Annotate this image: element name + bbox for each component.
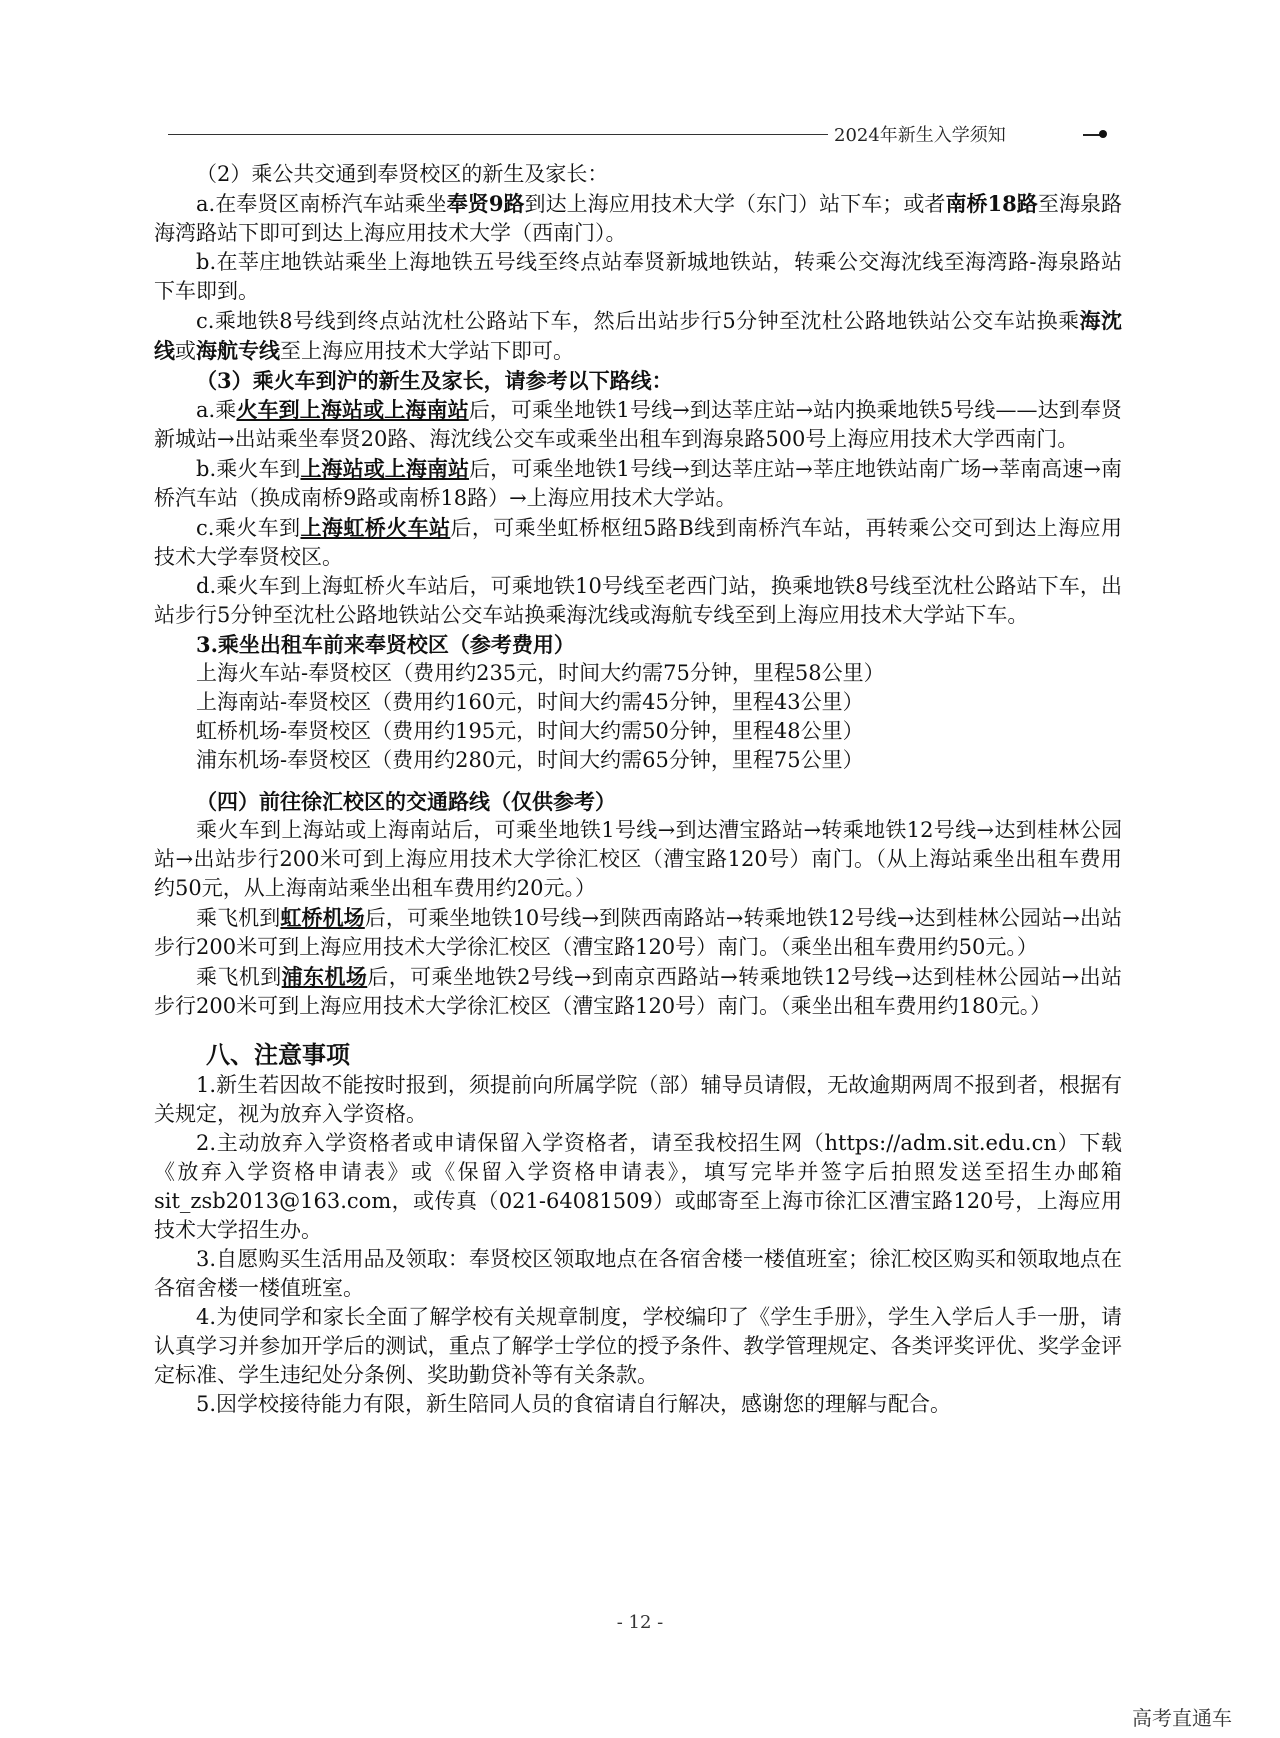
xuhui-p2: 乘飞机到虹桥机场后，可乘坐地铁10号线→到陕西南路站→转乘地铁12号线→达到桂林公园站→出站步行200米可到上海应用技术大学徐汇校区（漕宝路120号）南门。（乘坐出租车费用约50元。） <box>154 905 1123 959</box>
sec3-heading: （3）乘火车到沪的新生及家长，请参考以下路线： <box>196 368 673 393</box>
taxi-row: 虹桥机场-奉贤校区（费用约195元，时间大约需50分钟，里程48公里） <box>196 719 864 743</box>
notes-item: 2.主动放弃入学资格者或申请保留入学资格者，请至我校招生网（https://adm.sit.edu.cn）下载《放弃入学资格申请表》或《保留入学资格申请表》，填写完毕并签字后拍照发送至招生办邮箱sit_zsb2013@163.com，或传真（021-64081509）或邮寄至上海市徐汇区漕宝路120号，上海应用技术大学招生办。 <box>154 1131 1122 1242</box>
notes-title: 八、注意事项 <box>206 1040 350 1069</box>
notes-item: 1.新生若因故不能按时报到，须提前向所属学院（部）辅导员请假，无故逾期两周不报到者，根据有关规定，视为放弃入学资格。 <box>154 1073 1122 1126</box>
sec3-c: c.乘火车到上海虹桥火车站后，可乘坐虹桥枢纽5路B线到南桥汽车站，再转乘公交可到达上海应用技术大学奉贤校区。 <box>154 515 1123 569</box>
sec2-heading: （2）乘公共交通到奉贤校区的新生及家长： <box>196 162 609 186</box>
header-title: 2024年新生入学须知 <box>834 125 1006 146</box>
xuhui-p1: 乘火车到上海站或上海南站后，可乘坐地铁1号线→到达漕宝路站→转乘地铁12号线→达到桂林公园站→出站步行200米可到上海应用技术大学徐汇校区（漕宝路120号）南门。（从上海站乘坐出租车费用约50元，从上海南站乘坐出租车费用约20元。） <box>154 818 1122 900</box>
taxi-heading: 3.乘坐出租车前来奉贤校区（参考费用） <box>196 632 575 657</box>
taxi-row: 浦东机场-奉贤校区（费用约280元，时间大约需65分钟，里程75公里） <box>196 748 864 772</box>
sec2-b: b.在莘庄地铁站乘坐上海地铁五号线至终点站奉贤新城地铁站，转乘公交海沈线至海湾路-海泉路站下车即到。 <box>154 250 1122 303</box>
xuhui-p3: 乘飞机到浦东机场后，可乘坐地铁2号线→到南京西路站→转乘地铁12号线→达到桂林公园站→出站步行200米可到上海应用技术大学徐汇校区（漕宝路120号）南门。（乘坐出租车费用约180元。） <box>154 964 1123 1018</box>
page-header <box>168 118 1108 148</box>
taxi-row: 上海南站-奉贤校区（费用约160元，时间大约需45分钟，里程43公里） <box>196 690 864 714</box>
notes-item: 5.因学校接待能力有限，新生陪同人员的食宿请自行解决，感谢您的理解与配合。 <box>196 1392 952 1416</box>
header-dot-icon <box>1099 130 1107 138</box>
sec3-d: d.乘火车到上海虹桥火车站后，可乘地铁10号线至老西门站，换乘地铁8号线至沈杜公路站下车，出站步行5分钟至沈杜公路地铁站公交车站换乘海沈线或海航专线至到上海应用技术大学站下车。 <box>154 574 1122 627</box>
watermark-text: 高考直通车 <box>1132 1706 1232 1730</box>
sec3-b: b.乘火车到上海站或上海南站后，可乘坐地铁1号线→到达莘庄站→莘庄地铁站南广场→莘南高速→南桥汽车站（换成南桥9路或南桥18路）→上海应用技术大学站。 <box>154 456 1123 510</box>
header-rule-left <box>168 134 828 135</box>
page-number: - 12 - <box>616 1612 664 1633</box>
notes-item: 4.为使同学和家长全面了解学校有关规章制度，学校编印了《学生手册》，学生入学后人手一册，请认真学习并参加开学后的测试，重点了解学士学位的授予条件、教学管理规定、各类评奖评优、奖学金评定标准、学生违纪处分条例、奖助勤贷补等有关条款。 <box>154 1305 1122 1387</box>
sec3-a: a.乘火车到上海站或上海南站后，可乘坐地铁1号线→到达莘庄站→站内换乘地铁5号线——达到奉贤新城站→出站乘坐奉贤20路、海沈线公交车或乘坐出租车到海泉路500号上海应用技术大学西南门。 <box>154 397 1122 451</box>
document-body <box>154 160 1122 1419</box>
taxi-row: 上海火车站-奉贤校区（费用约235元，时间大约需75分钟，里程58公里） <box>196 661 885 685</box>
sec2-c: c.乘地铁8号线到终点站沈杜公路站下车，然后出站步行5分钟至沈杜公路地铁站公交车站换乘海沈线或海航专线至上海应用技术大学站下即可。 <box>154 308 1123 363</box>
sec2-a: a.在奉贤区南桥汽车站乘坐奉贤9路到达上海应用技术大学（东门）站下车；或者南桥18路至海泉路海湾路站下即可到达上海应用技术大学（西南门）。 <box>154 191 1122 245</box>
notes-item: 3.自愿购买生活用品及领取：奉贤校区领取地点在各宿舍楼一楼值班室；徐汇校区购买和领取地点在各宿舍楼一楼值班室。 <box>154 1247 1122 1300</box>
xuhui-heading: （四）前往徐汇校区的交通路线（仅供参考） <box>196 789 616 814</box>
